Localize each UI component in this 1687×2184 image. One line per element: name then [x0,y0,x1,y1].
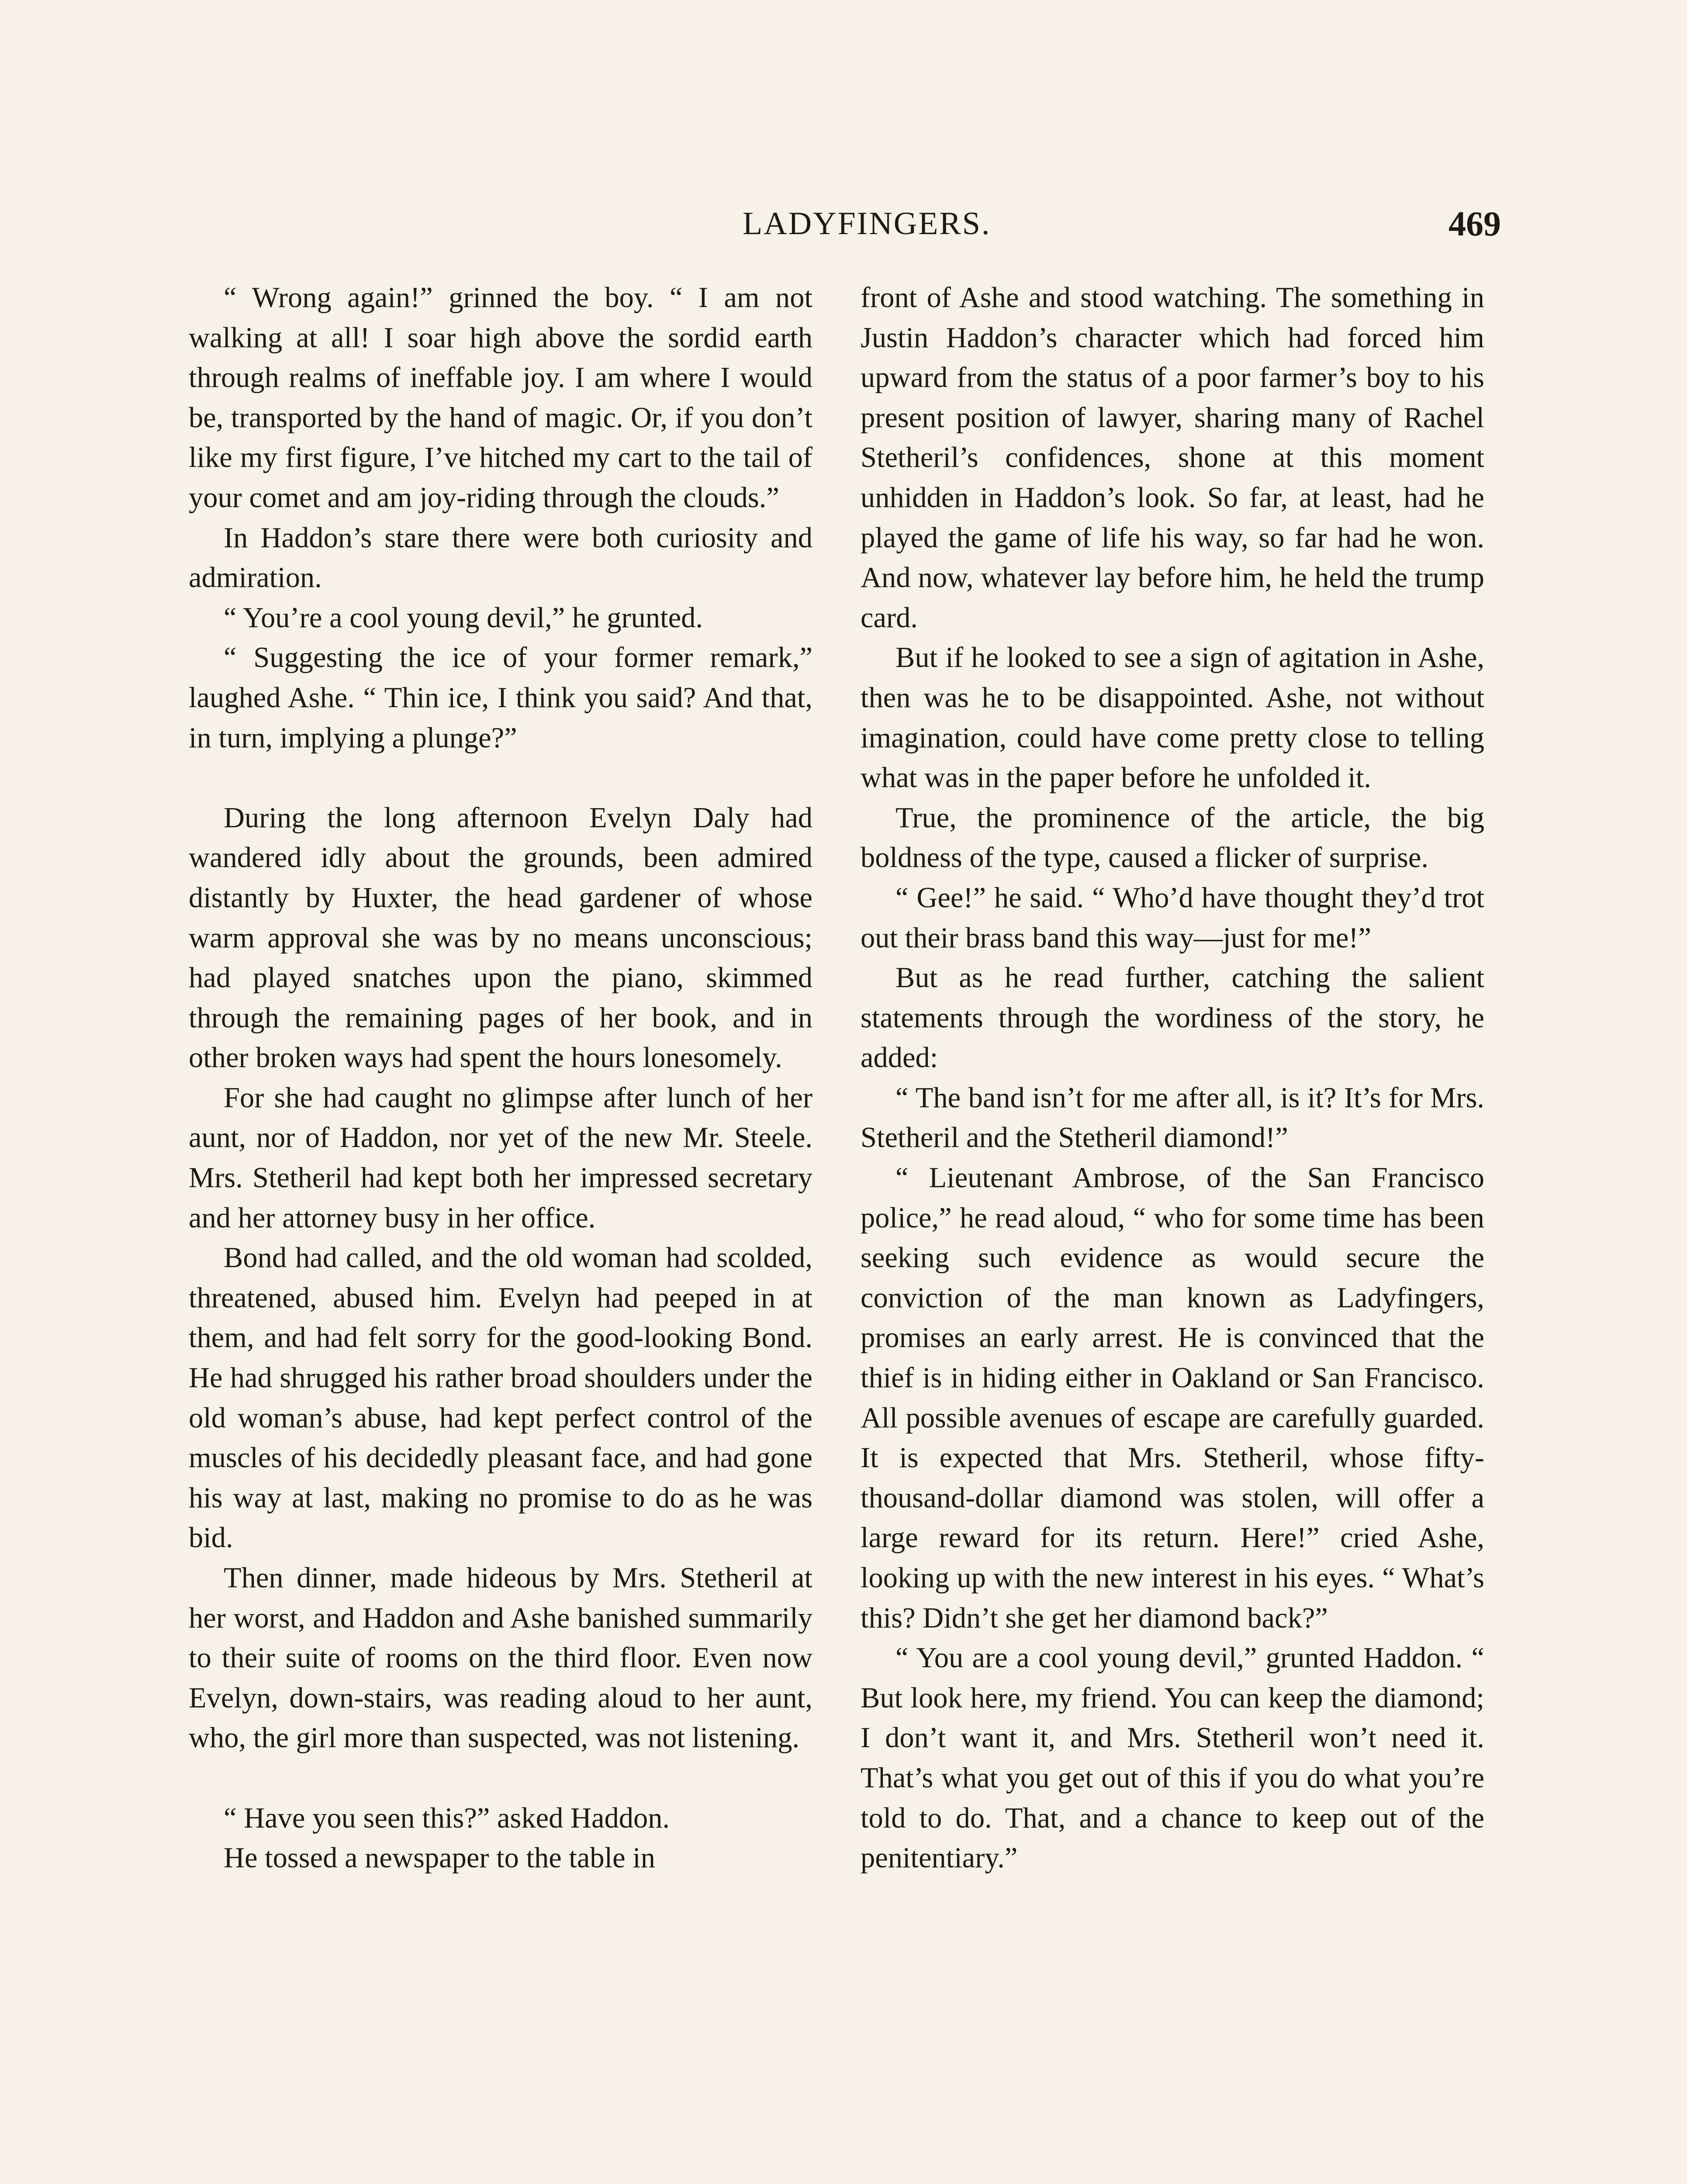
paragraph: “ Gee!” he said. “ Who’d have thought they’d trot out their brass band this way—just for me!” [861,881,1484,954]
left-text-column [189,278,812,1878]
paragraph: He tossed a newspaper to the table in [224,1842,655,1874]
paragraph: “ The band isn’t for me after all, is it? It’s for Mrs. Stetheril and the Stetheril diamond!” [861,1082,1484,1154]
paragraph: Bond had called, and the old woman had scolded, threatened, abused him. Evelyn had peeped in at them, and had felt sorry for the good-looking Bond. He had shrugged his rather broad shoulders under the old woman’s abuse, had kept perfect control of the muscles of his decidedly pleasant face, and had gone his way at last, making no promise to do as he was bid. [189,1242,812,1554]
right-text-column [861,278,1484,1878]
paragraph: “ You are a cool young devil,” grunted Haddon. “ But look here, my friend. You can keep the diamond; I don’t want it, and Mrs. Stetheril won’t need it. That’s what you get out of this if you do what you’re told to do. That, and a chance to keep out of the penitentiary.” [861,1642,1484,1874]
paragraph: True, the prominence of the article, the big boldness of the type, caused a flicker of surprise. [861,802,1484,874]
page-number: 469 [1448,205,1501,243]
paragraph: But if he looked to see a sign of agitation in Ashe, then was he to be disappointed. Ashe, not without imagination, could have come pretty close to telling what was in the paper before he unfolded it. [861,642,1484,794]
paragraph: “ Wrong again!” grinned the boy. “ I am not walking at all! I soar high above the sordid earth through realms of ineffable joy. I am where I would be, transported by the hand of magic. Or, if you don’t like my first figure, I’ve hitched my cart to the tail of your comet and am joy-riding through the clouds.” [189,282,812,514]
paragraph: During the long afternoon Evelyn Daly had wandered idly about the grounds, been admired distantly by Huxter, the head gardener of whose warm approval she was by no means unconscious; had played snatches upon the piano, skimmed through the remaining pages of her book, and in other broken ways had spent the hours lonesomely. [189,802,812,1074]
paragraph: “ You’re a cool young devil,” he grunted. [224,601,703,634]
paragraph: “ Suggesting the ice of your former remark,” laughed Ashe. “ Thin ice, I think you said? And that, in turn, implying a plunge?” [189,642,812,754]
paragraph: front of Ashe and stood watching. The something in Justin Haddon’s character which had forced him upward from the status of a poor farmer’s boy to his present position of lawyer, sharing many of Rachel Stetheril’s confidences, shone at this moment unhidden in Haddon’s look. So far, at least, had he played the game of life his way, so far had he won. And now, whatever lay before him, he held the trump card. [861,282,1484,634]
paragraph: “ Have you seen this?” asked Haddon. [224,1802,670,1834]
paragraph: For she had caught no glimpse after lunch of her aunt, nor of Haddon, nor yet of the new Mr. Steele. Mrs. Stetheril had kept both her impressed secretary and her attorney busy in her office. [189,1082,812,1234]
running-title: LADYFINGERS. [743,206,991,242]
paragraph: But as he read further, catching the salient statements through the wordiness of the story, he added: [861,962,1484,1074]
paragraph: Then dinner, made hideous by Mrs. Stetheril at her worst, and Haddon and Ashe banished summarily to their suite of rooms on the third floor. Even now Evelyn, down-stairs, was reading aloud to her aunt, who, the girl more than suspected, was not listening. [189,1562,812,1754]
paragraph: In Haddon’s stare there were both curiosity and admiration. [189,522,812,594]
paragraph: “ Lieutenant Ambrose, of the San Francisco police,” he read aloud, “ who for some time has been seeking such evidence as would secure the conviction of the man known as Ladyfingers, promises an early arrest. He is convinced that the thief is in hiding either in Oakland or San Francisco. All possible avenues of escape are carefully guarded. It is expected that Mrs. Stetheril, whose fifty-thousand-dollar diamond was stolen, will offer a large reward for its return. Here!” cried Ashe, looking up with the new interest in his eyes. “ What’s this? Didn’t she get her diamond back?” [861,1162,1484,1634]
